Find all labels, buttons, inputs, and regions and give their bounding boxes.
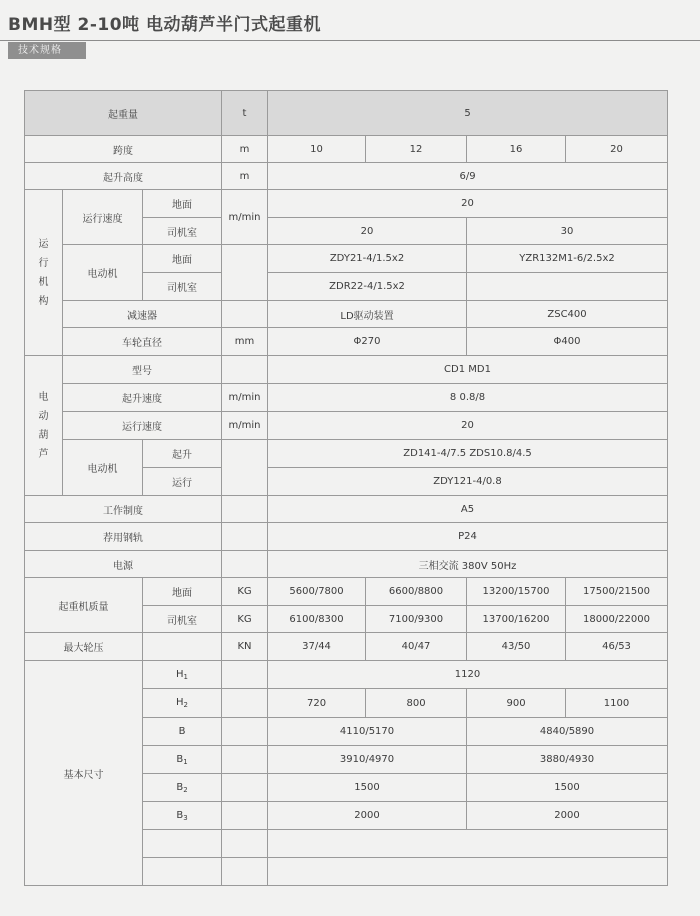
- label-h2: $H_2$: [143, 689, 222, 718]
- unit-mass: KG: [222, 606, 268, 633]
- label-b1: $B_1$: [143, 746, 222, 774]
- unit-travel-speed: m/min: [222, 190, 268, 245]
- label-capacity: 起重量: [25, 91, 222, 136]
- cell: 6100/8300: [268, 606, 366, 633]
- cell: 800: [366, 689, 467, 718]
- group-travel-label: 运行机构: [38, 238, 49, 307]
- cell: 17500/21500: [566, 578, 668, 606]
- unit-mass: KG: [222, 578, 268, 606]
- row-wheel-load: [25, 633, 668, 661]
- cell: Φ400: [467, 328, 668, 356]
- cell: ZDR22-4/1.5x2: [268, 273, 467, 301]
- cell: 20: [268, 190, 668, 218]
- cell: 2000: [467, 802, 668, 830]
- label-power: 电源: [25, 551, 222, 578]
- empty-cell: [222, 718, 268, 746]
- sub-2: 2: [183, 701, 188, 709]
- label-wheel: 车轮直径: [63, 328, 222, 356]
- cell: 8 0.8/8: [268, 384, 668, 412]
- row-dim-h1: [25, 661, 668, 689]
- empty-cell: [222, 774, 268, 802]
- cell: 900: [467, 689, 566, 718]
- empty-cell: [268, 830, 668, 858]
- cell: 720: [268, 689, 366, 718]
- cell: LD驱动装置: [268, 301, 467, 328]
- cell: 40/47: [366, 633, 467, 661]
- cell: 6600/8800: [366, 578, 467, 606]
- empty-cell: [222, 802, 268, 830]
- cell: 3910/4970: [268, 746, 467, 774]
- value-lift-height: 6/9: [268, 163, 668, 190]
- cell: 18000/22000: [566, 606, 668, 633]
- label-ground: 地面: [143, 578, 222, 606]
- cell: 1500: [268, 774, 467, 802]
- label-cab: 司机室: [143, 606, 222, 633]
- cell: CD1 MD1: [268, 356, 668, 384]
- group-travel: [25, 190, 63, 356]
- label-hoist-travel-speed: 运行速度: [63, 412, 222, 440]
- cell: 12: [366, 136, 467, 163]
- row-lift-height: [25, 163, 668, 190]
- cell: 1100: [566, 689, 668, 718]
- cell: 13700/16200: [467, 606, 566, 633]
- row-span: [25, 136, 668, 163]
- cell: YZR132M1-6/2.5x2: [467, 245, 668, 273]
- sub-2: 2: [183, 785, 188, 794]
- empty-cell: [222, 551, 268, 578]
- empty-cell: [222, 356, 268, 384]
- label-b3: $B_3$: [143, 802, 222, 830]
- spec-table: [24, 90, 668, 886]
- empty-cell: [222, 858, 268, 886]
- row-mass-ground: [25, 578, 668, 606]
- label-span: 跨度: [25, 136, 222, 163]
- cell: 1500: [467, 774, 668, 802]
- label-hoist-model: 型号: [63, 356, 222, 384]
- label-hoist-motor: 电动机: [63, 440, 143, 496]
- unit-wheel-load: KN: [222, 633, 268, 661]
- cell: 20: [566, 136, 668, 163]
- label-duty: 工作制度: [25, 496, 222, 523]
- sub-1: 1: [183, 757, 188, 766]
- row-duty: [25, 496, 668, 523]
- cell: ZSC400: [467, 301, 668, 328]
- label-reducer: 减速器: [63, 301, 222, 328]
- label-lift-height: 起升高度: [25, 163, 222, 190]
- label-hoist-lift-speed: 起升速度: [63, 384, 222, 412]
- cell: A5: [268, 496, 668, 523]
- row-hoist-model: [25, 356, 668, 384]
- empty-cell: [222, 440, 268, 496]
- unit-span: m: [222, 136, 268, 163]
- empty-cell: [222, 245, 268, 301]
- cell: 13200/15700: [467, 578, 566, 606]
- cell: 20: [268, 412, 668, 440]
- row-wheel: [25, 328, 668, 356]
- cell: 5600/7800: [268, 578, 366, 606]
- cell: 3880/4930: [467, 746, 668, 774]
- page-title: BMH型 2-10吨 电动葫芦半门式起重机: [8, 15, 321, 35]
- value-capacity: 5: [268, 91, 668, 136]
- cell: 1120: [268, 661, 668, 689]
- row-capacity: [25, 91, 668, 136]
- row-hoist-travel-speed: [25, 412, 668, 440]
- empty-cell: [222, 496, 268, 523]
- label-b: B: [143, 718, 222, 746]
- sub-3: 3: [183, 813, 188, 822]
- empty-cell: [222, 689, 268, 718]
- unit-hoist-lift-speed: m/min: [222, 384, 268, 412]
- unit-wheel: mm: [222, 328, 268, 356]
- empty-cell: [222, 830, 268, 858]
- cell: ZDY21-4/1.5x2: [268, 245, 467, 273]
- label-travel-speed: 运行速度: [63, 190, 143, 245]
- label-rail: 荐用钢轨: [25, 523, 222, 551]
- label-mass: 起重机质量: [25, 578, 143, 633]
- cell: 30: [467, 218, 668, 245]
- empty-cell: [143, 858, 222, 886]
- cell: 4110/5170: [268, 718, 467, 746]
- label-wheel-load: 最大轮压: [25, 633, 143, 661]
- row-travel-speed-ground: [25, 190, 668, 218]
- empty-cell: [143, 633, 222, 661]
- row-power: [25, 551, 668, 578]
- label-b2: $B_2$: [143, 774, 222, 802]
- cell: 43/50: [467, 633, 566, 661]
- title-divider: [0, 40, 700, 41]
- empty-cell: [222, 746, 268, 774]
- unit-lift-height: m: [222, 163, 268, 190]
- cell: 20: [268, 218, 467, 245]
- row-hoist-lift-speed: [25, 384, 668, 412]
- label-cab: 司机室: [143, 218, 222, 245]
- cell: ZDY121-4/0.8: [268, 468, 668, 496]
- empty-cell: [222, 523, 268, 551]
- empty-cell: [143, 830, 222, 858]
- label-lift: 起升: [143, 440, 222, 468]
- unit-capacity: t: [222, 91, 268, 136]
- row-motor-ground: [25, 245, 668, 273]
- unit-hoist-travel-speed: m/min: [222, 412, 268, 440]
- label-motor: 电动机: [63, 245, 143, 301]
- label-cab: 司机室: [143, 273, 222, 301]
- section-tab: 技术规格: [8, 42, 86, 59]
- group-hoist-label: 电动葫芦: [38, 391, 49, 460]
- cell: 16: [467, 136, 566, 163]
- label-h1: $H_1$: [143, 661, 222, 689]
- label-dims: 基本尺寸: [25, 661, 143, 886]
- cell: 37/44: [268, 633, 366, 661]
- cell: 46/53: [566, 633, 668, 661]
- cell: 4840/5890: [467, 718, 668, 746]
- cell: Φ270: [268, 328, 467, 356]
- empty-cell: [222, 301, 268, 328]
- row-hoist-motor-lift: [25, 440, 668, 468]
- group-hoist: [25, 356, 63, 496]
- cell: 7100/9300: [366, 606, 467, 633]
- empty-cell: [222, 661, 268, 689]
- label-ground: 地面: [143, 245, 222, 273]
- cell: ZD141-4/7.5 ZDS10.8/4.5: [268, 440, 668, 468]
- cell: 2000: [268, 802, 467, 830]
- row-reducer: [25, 301, 668, 328]
- row-rail: [25, 523, 668, 551]
- label-ground: 地面: [143, 190, 222, 218]
- cell: P24: [268, 523, 668, 551]
- empty-cell: [467, 273, 668, 301]
- label-travel: 运行: [143, 468, 222, 496]
- cell: 10: [268, 136, 366, 163]
- empty-cell: [268, 858, 668, 886]
- sub-1: 1: [183, 672, 188, 681]
- cell: 三相交流 380V 50Hz: [268, 551, 668, 578]
